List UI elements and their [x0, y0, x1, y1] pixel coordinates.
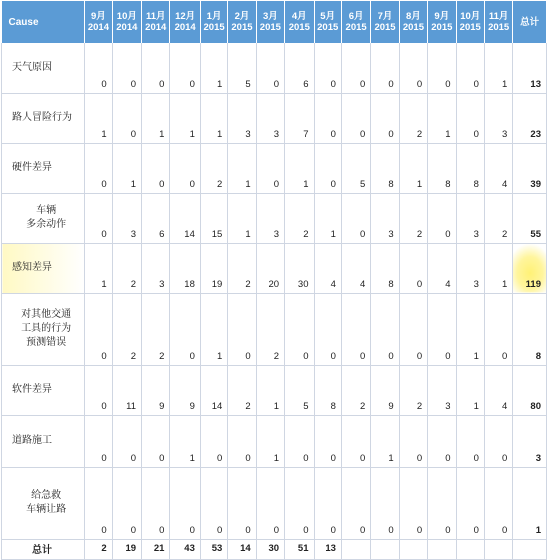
cell-value: 0 — [228, 415, 256, 467]
row-total: 13 — [513, 43, 547, 93]
cell-value: 3 — [484, 93, 512, 143]
table-row — [2, 43, 547, 93]
column-header-month — [170, 1, 200, 43]
accident-cause-table — [1, 1, 547, 560]
cell-value: 0 — [341, 193, 370, 243]
column-header-month — [256, 1, 284, 43]
sum-value — [428, 539, 456, 559]
cell-value: 4 — [428, 243, 456, 293]
cell-value: 8 — [456, 143, 484, 193]
table-body — [2, 43, 547, 559]
row-cause — [2, 293, 85, 365]
cell-value: 0 — [428, 193, 456, 243]
cell-value: 4 — [484, 143, 512, 193]
column-header-month — [484, 1, 512, 43]
cell-value: 5 — [285, 365, 314, 415]
cell-value: 0 — [112, 415, 141, 467]
cell-value: 3 — [371, 193, 399, 243]
cell-value: 1 — [85, 243, 112, 293]
cell-value: 14 — [200, 365, 227, 415]
cell-value: 8 — [371, 143, 399, 193]
cell-value: 2 — [112, 243, 141, 293]
cell-value: 0 — [256, 467, 284, 539]
cell-value: 0 — [484, 415, 512, 467]
cause-line: 给急救 — [31, 490, 62, 501]
sum-value — [341, 539, 370, 559]
cell-value: 4 — [484, 365, 512, 415]
cell-value: 3 — [456, 243, 484, 293]
year-label: 2015 — [345, 22, 367, 33]
month-label: 11月 — [488, 11, 509, 22]
cell-value: 6 — [285, 43, 314, 93]
sum-value: 53 — [200, 539, 227, 559]
cell-value: 1 — [228, 193, 256, 243]
cell-value: 1 — [228, 143, 256, 193]
cell-value: 1 — [85, 93, 112, 143]
cell-value: 0 — [371, 93, 399, 143]
month-label: 1月 — [206, 11, 222, 22]
sum-value: 19 — [112, 539, 141, 559]
cell-value: 1 — [200, 93, 227, 143]
sum-value: 43 — [170, 539, 200, 559]
month-label: 2月 — [234, 11, 250, 22]
cell-value: 2 — [399, 365, 427, 415]
cell-value: 0 — [200, 415, 227, 467]
sum-value — [399, 539, 427, 559]
row-cause — [2, 243, 85, 293]
cell-value: 1 — [200, 293, 227, 365]
cell-value: 1 — [484, 243, 512, 293]
cause-line: 路人冒险行为 — [12, 112, 72, 123]
cell-value: 5 — [341, 143, 370, 193]
cell-value: 0 — [341, 415, 370, 467]
month-label: 9月 — [434, 11, 450, 22]
cell-value: 8 — [428, 143, 456, 193]
cell-value: 4 — [314, 243, 341, 293]
cell-value: 0 — [85, 415, 112, 467]
table-row — [2, 93, 547, 143]
row-total: 23 — [513, 93, 547, 143]
cell-value: 3 — [456, 193, 484, 243]
cell-value: 1 — [428, 93, 456, 143]
header-row — [2, 1, 547, 43]
year-label: 2014 — [87, 22, 109, 33]
cell-value: 4 — [341, 243, 370, 293]
cell-value: 1 — [256, 415, 284, 467]
cause-line: 多余动作 — [26, 219, 67, 230]
cell-value: 0 — [341, 93, 370, 143]
cell-value: 0 — [228, 293, 256, 365]
cell-value: 0 — [456, 415, 484, 467]
cell-value: 2 — [484, 193, 512, 243]
cell-value: 15 — [200, 193, 227, 243]
cell-value: 0 — [285, 467, 314, 539]
column-header-month — [314, 1, 341, 43]
cause-line: 天气原因 — [12, 61, 52, 73]
month-label: 6月 — [348, 11, 364, 22]
cell-value: 0 — [428, 415, 456, 467]
cell-value: 0 — [112, 43, 141, 93]
column-header-cause: Cause — [2, 1, 85, 43]
column-header-month — [341, 1, 370, 43]
cell-value: 0 — [85, 293, 112, 365]
cell-value: 0 — [428, 293, 456, 365]
sum-value: 51 — [285, 539, 314, 559]
sum-value: 30 — [256, 539, 284, 559]
row-total: 80 — [513, 365, 547, 415]
year-label: 2015 — [231, 22, 253, 33]
row-total: 55 — [513, 193, 547, 243]
year-label: 2014 — [174, 22, 196, 33]
cell-value: 2 — [399, 93, 427, 143]
cell-value: 9 — [371, 365, 399, 415]
cause-line: 硬件差异 — [12, 162, 52, 173]
year-label: 2014 — [116, 22, 138, 33]
cause-line: 感知差异 — [12, 262, 52, 273]
cause-line: 对其他交通 — [21, 309, 72, 320]
cell-value: 0 — [285, 293, 314, 365]
table-row — [2, 415, 547, 467]
cause-line: 车辆让路 — [26, 504, 67, 515]
row-cause — [2, 193, 85, 243]
column-header-month — [228, 1, 256, 43]
cell-value: 8 — [314, 365, 341, 415]
year-label: 2015 — [431, 22, 453, 33]
cell-value: 3 — [142, 243, 170, 293]
cell-value: 0 — [314, 143, 341, 193]
sum-total — [513, 539, 547, 559]
cell-value: 2 — [256, 293, 284, 365]
cell-value: 9 — [142, 365, 170, 415]
cell-value: 0 — [170, 143, 200, 193]
year-label: 2015 — [374, 22, 396, 33]
cell-value: 0 — [399, 43, 427, 93]
cell-value: 0 — [314, 467, 341, 539]
cell-value: 19 — [200, 243, 227, 293]
row-cause — [2, 43, 85, 93]
cell-value: 0 — [371, 467, 399, 539]
cell-value: 5 — [228, 43, 256, 93]
month-label: 7月 — [377, 11, 393, 22]
month-label: 5月 — [320, 11, 336, 22]
year-label: 2015 — [459, 22, 481, 33]
cell-value: 0 — [170, 43, 200, 93]
cell-value: 0 — [314, 293, 341, 365]
cell-value: 2 — [142, 293, 170, 365]
cell-value: 14 — [170, 193, 200, 243]
column-header-month — [85, 1, 112, 43]
column-header-month — [285, 1, 314, 43]
row-cause — [2, 365, 85, 415]
cell-value: 0 — [228, 467, 256, 539]
cell-value: 1 — [399, 143, 427, 193]
row-total: 8 — [513, 293, 547, 365]
table-row — [2, 143, 547, 193]
month-label: 3月 — [262, 11, 278, 22]
row-total: 3 — [513, 415, 547, 467]
cell-value: 2 — [228, 365, 256, 415]
cause-line: 道路施工 — [12, 435, 52, 446]
cell-value: 0 — [314, 93, 341, 143]
column-header-month — [399, 1, 427, 43]
cell-value: 0 — [341, 467, 370, 539]
cell-value: 0 — [399, 467, 427, 539]
row-cause — [2, 467, 85, 539]
month-label: 10月 — [116, 11, 137, 22]
sum-value: 14 — [228, 539, 256, 559]
cell-value: 3 — [228, 93, 256, 143]
year-label: 2015 — [317, 22, 339, 33]
cell-value: 0 — [85, 193, 112, 243]
month-label: 8月 — [406, 11, 421, 22]
cell-value: 6 — [142, 193, 170, 243]
table-row — [2, 243, 547, 293]
row-total: 1 — [513, 467, 547, 539]
cause-line: 预测错误 — [26, 337, 67, 348]
cell-value: 1 — [484, 43, 512, 93]
month-label: 9月 — [91, 11, 106, 22]
cell-value: 1 — [456, 293, 484, 365]
cell-value: 0 — [399, 293, 427, 365]
cell-value: 11 — [112, 365, 141, 415]
sum-value: 13 — [314, 539, 341, 559]
cell-value: 9 — [170, 365, 200, 415]
year-label: 2015 — [488, 22, 510, 33]
cell-value: 0 — [142, 43, 170, 93]
cell-value: 2 — [200, 143, 227, 193]
cell-value: 0 — [85, 43, 112, 93]
cell-value: 18 — [170, 243, 200, 293]
cell-value: 0 — [200, 467, 227, 539]
cell-value: 0 — [314, 43, 341, 93]
cell-value: 0 — [428, 43, 456, 93]
year-label: 2014 — [145, 22, 167, 33]
cell-value: 0 — [456, 467, 484, 539]
cell-value: 0 — [142, 467, 170, 539]
sum-value — [371, 539, 399, 559]
cell-value: 7 — [285, 93, 314, 143]
cell-value: 0 — [142, 143, 170, 193]
cell-value: 0 — [428, 467, 456, 539]
cell-value: 2 — [341, 365, 370, 415]
row-cause — [2, 93, 85, 143]
cause-line: 软件差异 — [12, 384, 52, 395]
month-label: 11月 — [145, 11, 166, 22]
cell-value: 0 — [85, 467, 112, 539]
cell-value: 0 — [399, 243, 427, 293]
cell-value: 1 — [285, 143, 314, 193]
cell-value: 20 — [256, 243, 284, 293]
cell-value: 0 — [371, 43, 399, 93]
sum-row-label: 总计 — [2, 539, 85, 559]
row-cause — [2, 143, 85, 193]
year-label: 2015 — [203, 22, 225, 33]
year-label: 2015 — [259, 22, 281, 33]
cell-value: 2 — [112, 293, 141, 365]
month-label: 4月 — [291, 11, 307, 22]
cell-value: 0 — [371, 293, 399, 365]
cell-value: 0 — [399, 415, 427, 467]
cell-value: 1 — [371, 415, 399, 467]
sum-value: 21 — [142, 539, 170, 559]
column-header-month — [428, 1, 456, 43]
cell-value: 3 — [256, 93, 284, 143]
column-header-month — [200, 1, 227, 43]
year-label: 2015 — [402, 22, 424, 33]
row-total: 39 — [513, 143, 547, 193]
column-header-month — [142, 1, 170, 43]
cell-value: 0 — [484, 293, 512, 365]
cell-value: 0 — [112, 93, 141, 143]
cell-value: 0 — [341, 43, 370, 93]
cell-value: 1 — [200, 43, 227, 93]
cause-line: 车辆 — [36, 205, 57, 216]
cell-value: 1 — [256, 365, 284, 415]
cell-value: 0 — [85, 143, 112, 193]
cell-value: 0 — [256, 43, 284, 93]
month-label: 12月 — [175, 11, 196, 22]
cell-value: 0 — [484, 467, 512, 539]
sum-value: 2 — [85, 539, 112, 559]
cell-value: 0 — [456, 93, 484, 143]
column-header-month — [371, 1, 399, 43]
cell-value: 8 — [371, 243, 399, 293]
sum-value — [456, 539, 484, 559]
cell-value: 3 — [428, 365, 456, 415]
column-header-month — [112, 1, 141, 43]
table-row — [2, 293, 547, 365]
cell-value: 2 — [285, 193, 314, 243]
cell-value: 0 — [142, 415, 170, 467]
cell-value: 1 — [170, 93, 200, 143]
sum-row — [2, 539, 547, 559]
year-label: 2015 — [288, 22, 310, 33]
cell-value: 0 — [341, 293, 370, 365]
cell-value: 1 — [456, 365, 484, 415]
cell-value: 1 — [142, 93, 170, 143]
cell-value: 0 — [112, 467, 141, 539]
cell-value: 0 — [285, 415, 314, 467]
cell-value: 0 — [170, 293, 200, 365]
cell-value: 1 — [170, 415, 200, 467]
cell-value: 1 — [314, 193, 341, 243]
row-cause — [2, 415, 85, 467]
month-label: 10月 — [460, 11, 481, 22]
cell-value: 1 — [112, 143, 141, 193]
row-total: 119 — [513, 243, 547, 293]
cell-value: 0 — [170, 467, 200, 539]
cell-value: 2 — [399, 193, 427, 243]
table-row — [2, 467, 547, 539]
cell-value: 3 — [112, 193, 141, 243]
cell-value: 0 — [314, 415, 341, 467]
cause-line: 工具的行为 — [21, 323, 72, 334]
column-header-month — [456, 1, 484, 43]
cell-value: 0 — [85, 365, 112, 415]
sum-value — [484, 539, 512, 559]
cell-value: 0 — [256, 143, 284, 193]
table-row — [2, 365, 547, 415]
column-header-total: 总计 — [513, 1, 547, 43]
cell-value: 0 — [456, 43, 484, 93]
cell-value: 30 — [285, 243, 314, 293]
cell-value: 3 — [256, 193, 284, 243]
cell-value: 2 — [228, 243, 256, 293]
table-row — [2, 193, 547, 243]
